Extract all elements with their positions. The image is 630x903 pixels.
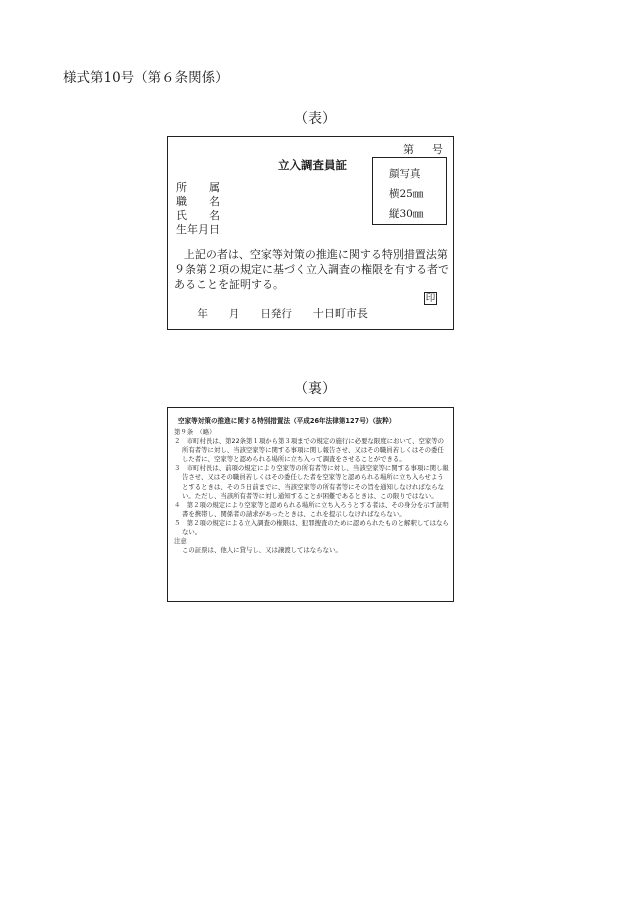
field-name: 氏 名 [176,209,220,222]
card-number-prefix: 第 [403,143,414,156]
photo-placeholder [372,157,447,225]
card-title: 立入調査員証 [278,158,347,172]
issuer: 十日町市長 [312,307,368,320]
holder-fields [176,181,220,237]
field-affiliation: 所 属 [176,181,220,194]
field-birthdate: 生年月日 [176,223,220,236]
card-number [403,141,443,157]
law-excerpt [174,428,450,555]
photo-width: 横25㎜ [389,188,424,200]
issue-date: 年 月 日発行 [197,308,292,320]
paragraph-2: ２ 市町村長は、第22条第１項から第３項までの規定の施行に必要な限度において、空家等の所有者等に対し、当該空家等に関する事項に関し報告させ、又はその職員若しくはその委任した者に、空家等と認められる場所に立ち入って調査をさせることができる。 [174,437,445,464]
law-title: 空家等対策の推進に関する特別措置法（平成26年法律第127号）（抜粋） [178,417,396,425]
form-number: 様式第10号（第６条関係） [63,70,229,86]
note-heading: 注意 [174,537,187,546]
card-number-suffix: 号 [432,143,443,156]
issue-line [184,293,368,333]
field-job-title: 職 名 [176,195,220,208]
certification-statement: 上記の者は、空家等対策の推進に関する特別措置法第９条第２項の規定に基づく立入調査の権限を有する者であることを証明する。 [174,248,449,291]
paragraph-4: ４ 第２項の規定により空家等と認められる場所に立ち入ろうとする者は、その身分を示す証明書を携帯し、関係者の請求があったときは、これを提示しなければならない。 [174,500,449,518]
back-side-label: （裏） [294,381,336,397]
note-text: この証票は、他人に貸与し、又は譲渡してはならない。 [182,546,342,555]
id-card-front [167,136,454,330]
article-heading: 第９条 （略） [174,428,216,436]
id-card-back [167,407,454,602]
paragraph-3: ３ 市町村長は、前項の規定により空家等の所有者等に対し、当該空家等に関する事項に関し報告させ、又はその職員若しくはその委任した者を空家等と認められる場所に立ち入らせようとするときは、その５日前までに、当該空家等の所有者等にその旨を通知しなければならない。ただし、当該所有者等に対し通知することが困難であるときは、この限りではない。 [174,464,449,500]
paragraph-5: ５ 第２項の規定による立入調査の権限は、犯罪捜査のために認められたものと解釈してはならない。 [174,518,449,537]
photo-label: 顔写真 [389,168,421,180]
seal-mark: 印 [425,293,436,304]
front-side-label: （表） [294,111,336,127]
photo-height: 縦30㎜ [389,208,424,220]
